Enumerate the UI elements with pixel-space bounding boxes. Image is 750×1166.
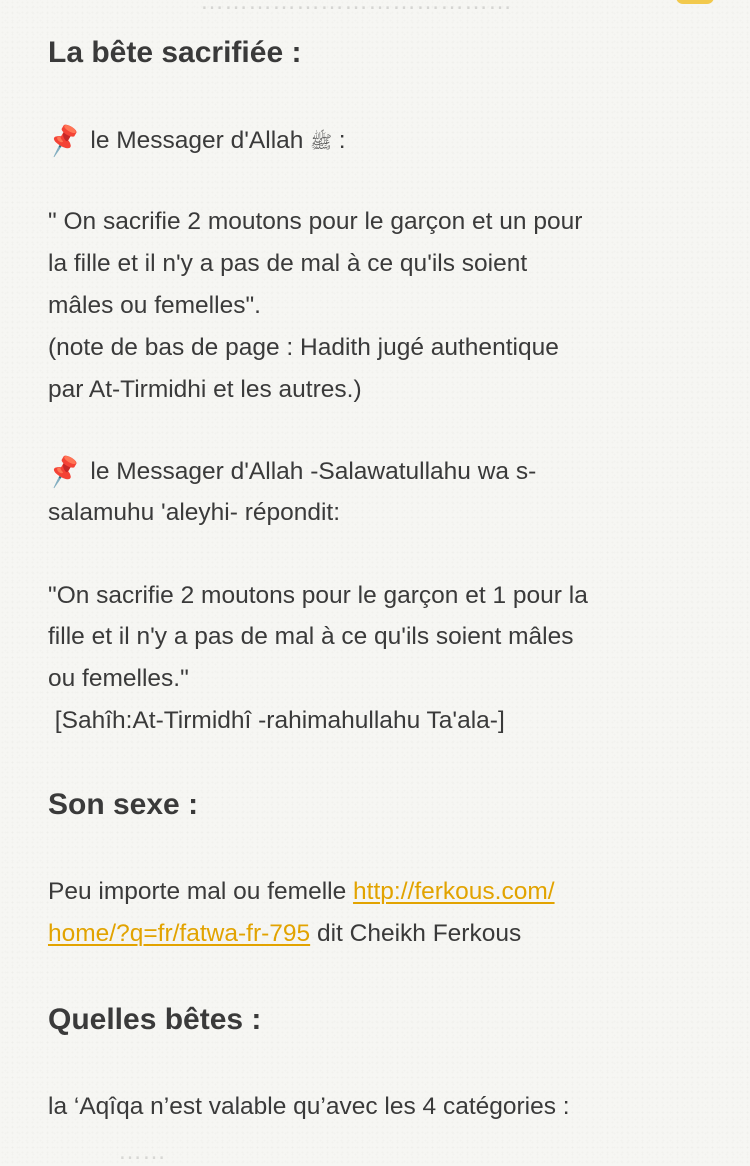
quote1-intro [44, 121, 346, 159]
quote1-line3: mâles ou femelles". [48, 292, 261, 319]
betes-intro: la ‘Aqîqa n’est valable qu’avec les 4 catégories : [48, 1093, 570, 1120]
quote2-line1: "On sacrifie 2 moutons pour le garçon et 1 pour la [48, 582, 588, 609]
quote1-intro-text: le Messager d'Allah [90, 127, 304, 154]
status-badge [676, 0, 714, 4]
quote2-intro-line2: salamuhu 'aleyhi- répondit: [48, 499, 341, 526]
top-cut-text: ………………………………… [200, 0, 512, 15]
honorific-glyph: ﷺ [310, 132, 332, 152]
sexe-line1 [48, 877, 555, 907]
quote2-line3: ou femelles." [48, 665, 189, 692]
heading-sexe: Son sexe : [48, 788, 199, 821]
heading-betes: Quelles bêtes : [48, 1003, 262, 1036]
quote1-note-line1: (note de bas de page : Hadith jugé authentique [48, 334, 559, 361]
sexe-text-before: Peu importe mal ou femelle [48, 878, 354, 905]
quote1-line1: " On sacrifie 2 moutons pour le garçon et un pour [48, 208, 583, 235]
ferkous-link-part2[interactable]: home/?q=fr/fatwa-fr-795 [48, 920, 311, 947]
quote1-intro-colon: : [338, 127, 346, 154]
pushpin-icon: 📌 [44, 452, 84, 490]
quote2-source: [Sahîh:At-Tirmidhî -rahimahullahu Ta'ala-] [48, 707, 505, 734]
ferkous-link-part1[interactable]: http://ferkous.com/ [353, 878, 555, 905]
quote2-intro-line1: le Messager d'Allah -Salawatullahu wa s- [90, 458, 537, 485]
quote1-note-line2: par At-Tirmidhi et les autres.) [48, 376, 362, 403]
pushpin-icon: 📌 [44, 121, 84, 159]
bottom-cut-text: …… [118, 1138, 166, 1165]
sexe-text-after: dit Cheikh Ferkous [310, 920, 522, 947]
quote1-line2: la fille et il n'y a pas de mal à ce qu'ils soient [48, 250, 528, 277]
heading-sacrifice: La bête sacrifiée : [48, 36, 302, 69]
quote2-line2: fille et il n'y a pas de mal à ce qu'ils soient mâles [48, 623, 574, 650]
quote2-intro [44, 452, 537, 490]
sexe-line2 [48, 919, 521, 949]
